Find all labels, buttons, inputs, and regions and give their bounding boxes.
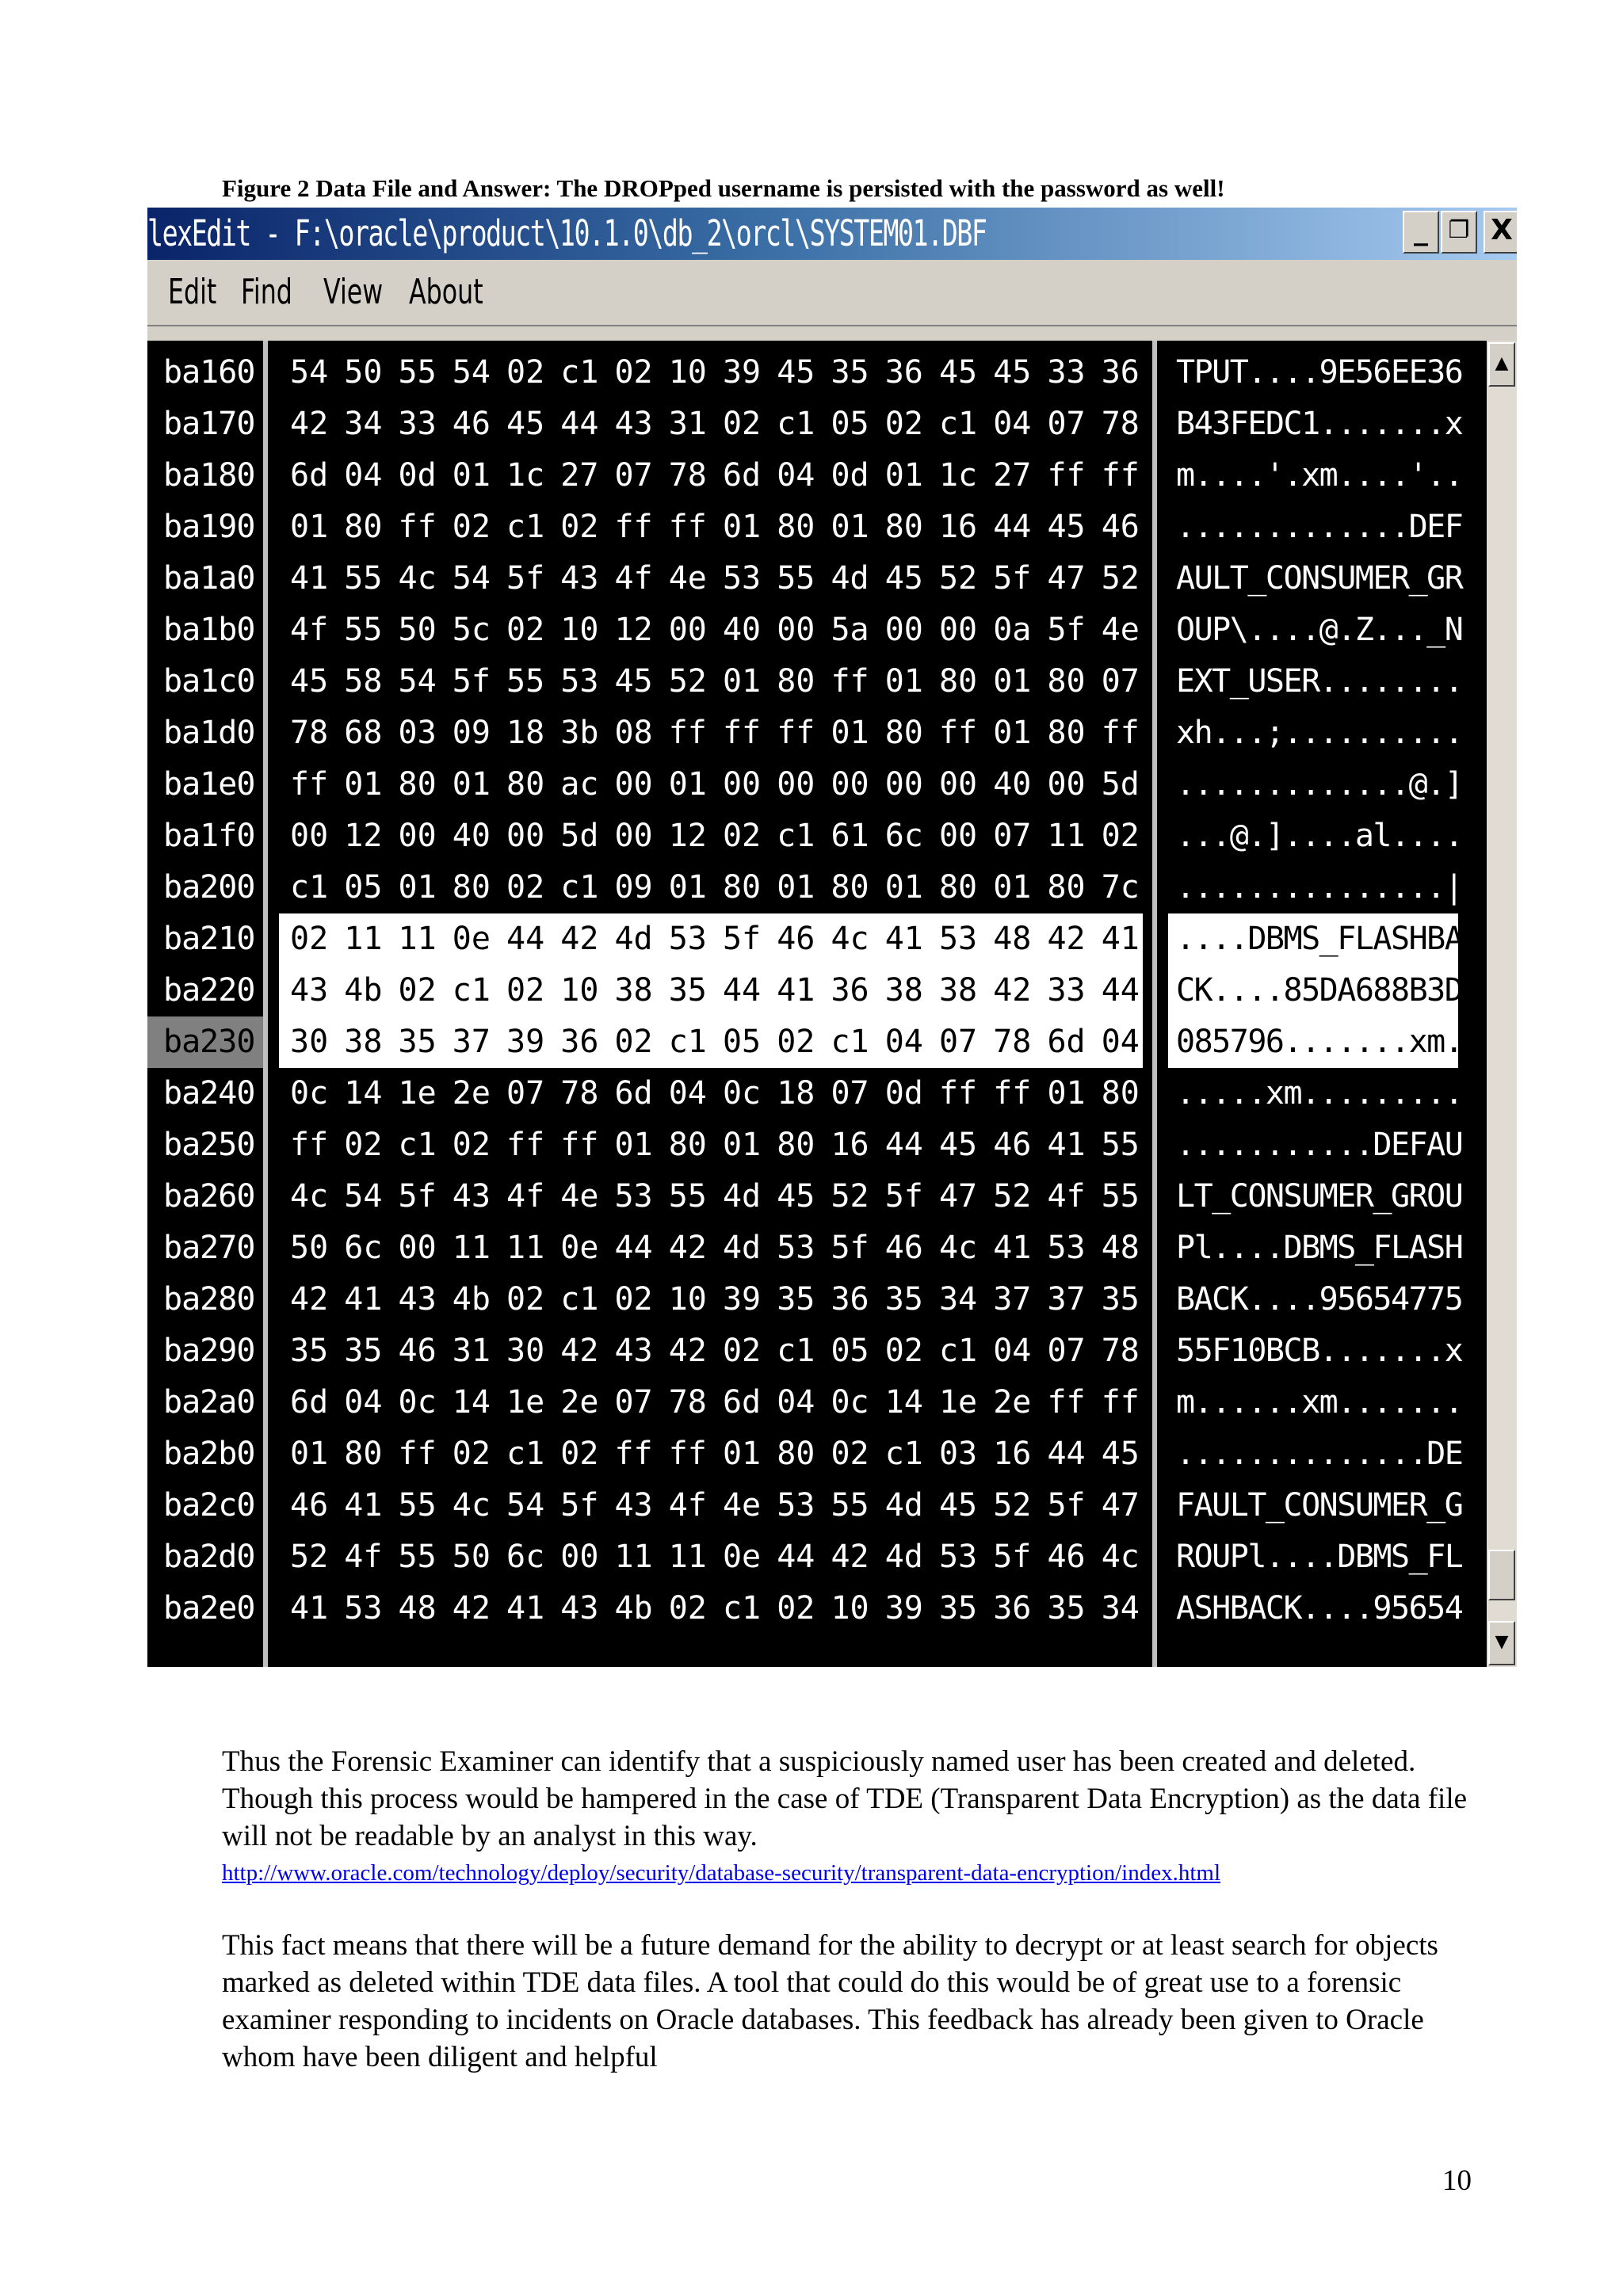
row-hex-bytes[interactable]: 78 68 03 09 18 3b 08 ff ff ff 01 80 ff 01 80 ff <box>290 715 1140 751</box>
row-hex-bytes[interactable]: 43 4b 02 c1 02 10 38 35 44 41 36 38 38 42 33 44 <box>279 965 1143 1016</box>
row-hex-bytes[interactable]: 41 55 4c 54 5f 43 4f 4e 53 55 4d 45 52 5f 47 52 <box>290 560 1140 597</box>
row-ascii[interactable]: m......xm....... <box>1176 1384 1463 1421</box>
row-hex-bytes[interactable]: 45 58 54 5f 55 53 45 52 01 80 ff 01 80 01 80 07 <box>290 663 1140 700</box>
row-ascii[interactable]: LT_CONSUMER_GROU <box>1176 1178 1463 1215</box>
row-address: ba2b0 <box>163 1436 255 1472</box>
row-address: ba180 <box>163 457 255 494</box>
row-address: ba1c0 <box>163 663 255 700</box>
row-hex-bytes[interactable]: 6d 04 0d 01 1c 27 07 78 6d 04 0d 01 1c 27 ff ff <box>290 457 1140 494</box>
row-ascii[interactable]: BACK....95654775 <box>1176 1281 1463 1318</box>
row-address: ba1e0 <box>163 766 255 803</box>
row-address: ba270 <box>163 1230 255 1266</box>
row-hex-bytes[interactable]: 52 4f 55 50 6c 00 11 11 0e 44 42 4d 53 5f 46 4c <box>290 1539 1140 1575</box>
menu-about[interactable]: About <box>409 272 483 312</box>
hex-column[interactable] <box>268 341 1152 1667</box>
hex-view[interactable] <box>147 341 1487 1667</box>
row-hex-bytes[interactable]: 30 38 35 37 39 36 02 c1 05 02 c1 04 07 78 6d 04 <box>279 1016 1143 1068</box>
row-ascii[interactable]: ...........DEFAU <box>1176 1127 1463 1163</box>
scroll-up-icon[interactable]: ▲ <box>1488 342 1515 387</box>
row-hex-bytes[interactable]: c1 05 01 80 02 c1 09 01 80 01 80 01 80 01 80 7c <box>290 869 1140 906</box>
menu-view[interactable]: View <box>323 272 384 312</box>
row-ascii[interactable]: B43FEDC1.......x <box>1176 406 1463 442</box>
row-ascii[interactable]: OUP\....@.Z..._N <box>1176 612 1463 648</box>
paragraph-2: This fact means that there will be a future demand for the ability to decrypt or at least search for objects marked as deleted within TDE data files. A tool that could do this would be of great use to a forensic examiner responding to incidents on Oracle databases. This feedback has already been given to Oracle whom have been diligent and helpful <box>222 1929 1438 2073</box>
close-button[interactable]: X <box>1484 211 1517 254</box>
address-column <box>147 341 263 1667</box>
row-ascii[interactable]: ....DBMS_FLASHBA <box>1168 913 1458 965</box>
row-ascii[interactable]: Pl....DBMS_FLASH <box>1176 1230 1463 1266</box>
row-address: ba1d0 <box>163 715 255 751</box>
row-address: ba190 <box>163 509 255 545</box>
row-ascii[interactable]: ...............| <box>1176 869 1463 906</box>
row-address: ba1f0 <box>163 818 255 854</box>
row-ascii[interactable]: ..............DE <box>1176 1436 1463 1472</box>
hexedit-window <box>147 208 1517 1667</box>
row-address: ba2e0 <box>163 1590 255 1627</box>
paragraph-1: Thus the Forensic Examiner can identify that a suspiciously named user has been created and deleted. Though this process would be hampered in the case of TDE (Transparent Data Encryption) as the data file will not be readable by an analyst in this way. <box>222 1745 1468 1852</box>
row-address: ba240 <box>163 1075 255 1112</box>
row-ascii[interactable]: m....'.xm....'.. <box>1176 457 1463 494</box>
row-address: ba1a0 <box>163 560 255 597</box>
row-address: ba2c0 <box>163 1487 255 1524</box>
row-ascii[interactable]: 085796.......xm. <box>1168 1016 1458 1068</box>
minimize-button[interactable]: _ <box>1403 211 1439 254</box>
row-ascii[interactable]: ROUPl....DBMS_FL <box>1176 1539 1463 1575</box>
menu-edit[interactable]: Edit <box>168 272 217 312</box>
row-hex-bytes[interactable]: 46 41 55 4c 54 5f 43 4f 4e 53 55 4d 45 52 5f 47 <box>290 1487 1140 1524</box>
row-hex-bytes[interactable]: 4c 54 5f 43 4f 4e 53 55 4d 45 52 5f 47 52 4f 55 <box>290 1178 1140 1215</box>
column-divider <box>1152 341 1157 1667</box>
window-title: lexEdit - F:\oracle\product\10.1.0\db_2\orcl\SYSTEM01.DBF <box>147 212 987 254</box>
page-number: 10 <box>1442 2164 1472 2197</box>
row-hex-bytes[interactable]: 01 80 ff 02 c1 02 ff ff 01 80 01 80 16 44 45 46 <box>290 509 1140 545</box>
tde-link[interactable]: http://www.oracle.com/technology/deploy/security/database-security/transparent-data-encryption/index.html <box>222 1860 1221 1886</box>
row-ascii[interactable]: .............DEF <box>1176 509 1463 545</box>
row-ascii[interactable]: xh...;.......... <box>1176 715 1463 751</box>
row-address: ba280 <box>163 1281 255 1318</box>
row-hex-bytes[interactable]: 00 12 00 40 00 5d 00 12 02 c1 61 6c 00 07 11 02 <box>290 818 1140 854</box>
row-hex-bytes[interactable]: 41 53 48 42 41 43 4b 02 c1 02 10 39 35 36 35 34 <box>290 1590 1140 1627</box>
row-address: ba160 <box>163 354 255 391</box>
row-hex-bytes[interactable]: ff 01 80 01 80 ac 00 01 00 00 00 00 00 40 00 5d <box>290 766 1140 803</box>
row-ascii[interactable]: ASHBACK....95654 <box>1176 1590 1463 1627</box>
title-bar[interactable] <box>147 208 1517 260</box>
row-ascii[interactable]: ...@.]....al.... <box>1176 818 1463 854</box>
figure-caption: Figure 2 Data File and Answer: The DROPped username is persisted with the password as well! <box>222 174 1225 202</box>
row-hex-bytes[interactable]: 42 34 33 46 45 44 43 31 02 c1 05 02 c1 04 07 78 <box>290 406 1140 442</box>
scroll-down-icon[interactable]: ▼ <box>1488 1621 1515 1665</box>
row-hex-bytes[interactable]: 50 6c 00 11 11 0e 44 42 4d 53 5f 46 4c 41 53 48 <box>290 1230 1140 1266</box>
row-ascii[interactable]: TPUT....9E56EE36 <box>1176 354 1463 391</box>
row-ascii[interactable]: .............@.] <box>1176 766 1463 803</box>
row-hex-bytes[interactable]: 42 41 43 4b 02 c1 02 10 39 35 36 35 34 37 37 35 <box>290 1281 1140 1318</box>
menu-bar <box>147 260 1517 326</box>
row-hex-bytes[interactable]: 02 11 11 0e 44 42 4d 53 5f 46 4c 41 53 48 42 41 <box>279 913 1143 965</box>
row-hex-bytes[interactable]: 01 80 ff 02 c1 02 ff ff 01 80 02 c1 03 16 44 45 <box>290 1436 1140 1472</box>
row-address: ba260 <box>163 1178 255 1215</box>
row-address: ba200 <box>163 869 255 906</box>
menu-find[interactable]: Find <box>241 272 292 312</box>
row-ascii[interactable]: 55F10BCB.......x <box>1176 1333 1463 1369</box>
row-hex-bytes[interactable]: 0c 14 1e 2e 07 78 6d 04 0c 18 07 0d ff ff 01 80 <box>290 1075 1140 1112</box>
scroll-thumb[interactable] <box>1488 1550 1515 1600</box>
row-ascii[interactable]: FAULT_CONSUMER_G <box>1176 1487 1463 1524</box>
row-ascii[interactable]: AULT_CONSUMER_GR <box>1176 560 1463 597</box>
row-hex-bytes[interactable]: 6d 04 0c 14 1e 2e 07 78 6d 04 0c 14 1e 2e ff ff <box>290 1384 1140 1421</box>
row-ascii[interactable]: CK....85DA688B3D <box>1168 965 1458 1016</box>
row-address: ba290 <box>163 1333 255 1369</box>
row-address: ba220 <box>163 972 255 1009</box>
row-hex-bytes[interactable]: 54 50 55 54 02 c1 02 10 39 45 35 36 45 45 33 36 <box>290 354 1140 391</box>
row-address: ba230 <box>147 1016 263 1068</box>
ascii-column[interactable] <box>1159 341 1487 1667</box>
row-address: ba2a0 <box>163 1384 255 1421</box>
row-hex-bytes[interactable]: 35 35 46 31 30 42 43 42 02 c1 05 02 c1 04 07 78 <box>290 1333 1140 1369</box>
row-ascii[interactable]: .....xm......... <box>1176 1075 1463 1112</box>
vertical-scrollbar[interactable] <box>1487 341 1517 1667</box>
row-address: ba2d0 <box>163 1539 255 1575</box>
row-hex-bytes[interactable]: ff 02 c1 02 ff ff 01 80 01 80 16 44 45 46 41 55 <box>290 1127 1140 1163</box>
row-address: ba210 <box>163 921 255 957</box>
row-hex-bytes[interactable]: 4f 55 50 5c 02 10 12 00 40 00 5a 00 00 0a 5f 4e <box>290 612 1140 648</box>
row-address: ba250 <box>163 1127 255 1163</box>
row-ascii[interactable]: EXT_USER........ <box>1176 663 1463 700</box>
row-address: ba1b0 <box>163 612 255 648</box>
restore-button[interactable]: ❐ <box>1441 211 1477 254</box>
row-address: ba170 <box>163 406 255 442</box>
